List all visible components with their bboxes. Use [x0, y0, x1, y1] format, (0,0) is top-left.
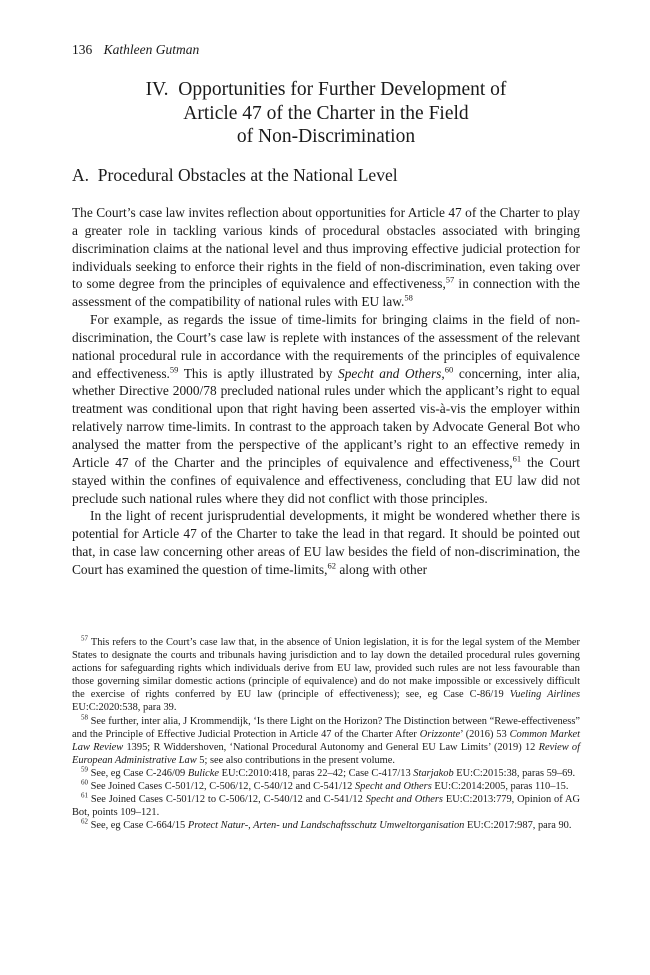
journal-name: Common Market Law Review — [72, 728, 581, 753]
chapter-title-line-3: of Non-Discrimination — [236, 126, 416, 147]
text-run: See, eg Case C-664/15 — [88, 820, 188, 832]
text-run: See, eg Case C-246/09 — [88, 767, 188, 779]
text-run: See Joined Cases C-501/12, C-506/12, C-540/12 and C-541/12 — [88, 781, 355, 793]
paragraph-1 — [72, 204, 580, 311]
chapter-heading-line — [72, 78, 580, 102]
footnote-ref-61[interactable]: 61 — [512, 453, 522, 464]
case-name: Vueling Airlines — [509, 689, 580, 701]
footnote-61 — [72, 793, 580, 819]
footnote-60 — [72, 780, 580, 793]
text-run: concerning, inter alia, whether Directive 2000/78 precluded national rules under which the applicant’s right to equal treatment was conditional upon that right having been asserted vis-à-vis the employer within relatively narrow time-limits. In contrast to the approach taken by Advocate General Bot who analysed the matter from the perspective of the applicant’s right to an effective remedy in Article 47 of the Charter and the principles of equivalence and effectiveness, — [72, 365, 580, 470]
case-name: Specht and Others — [338, 365, 442, 381]
running-head-author: Kathleen Gutman — [103, 42, 200, 57]
footnote-59 — [72, 767, 580, 780]
footnote-62 — [72, 819, 580, 832]
text-run: EU:C:2010:418, paras 22–42; Case C-417/13 — [219, 767, 414, 779]
text-run: , — [441, 365, 445, 381]
text-run: EU:C:2017:987, para 90. — [464, 820, 572, 832]
case-name: Orizzonte — [419, 728, 461, 740]
paragraph-3 — [72, 507, 580, 578]
text-run: EU:C:2013:779, Opinion of AG Bot, points 109–121. — [72, 794, 580, 819]
footnote-number: 59 — [81, 765, 88, 774]
footnote-number: 57 — [81, 634, 88, 643]
text-run: This is aptly illustrated by — [178, 365, 339, 381]
text-run: ’ (2016) 53 — [460, 728, 510, 740]
text-run: 1395; R Widdershoven, ‘National Procedural Autonomy and General EU Law Limits’ (2019) 12 — [123, 741, 539, 753]
case-name: Protect Natur-, Arten- und Landschaftsschutz Umweltorganisation — [187, 820, 465, 832]
footnote-number: 58 — [81, 713, 88, 722]
text-run: 5; see also contributions in the present volume. — [196, 754, 395, 766]
footnote-ref-60[interactable]: 60 — [444, 364, 454, 375]
chapter-title-line-2: Article 47 of the Charter in the Field — [183, 102, 469, 124]
case-name: Starjakob — [413, 767, 454, 779]
chapter-heading — [72, 78, 580, 149]
footnote-number: 61 — [81, 791, 88, 800]
text-run: See further, inter alia, J Krommendijk, ‘Is there Light on the Horizon? The Distinction between “Rewe-effectiveness” and the Principle of Effective Judicial Protection in Article 47 of the Charter After — [72, 715, 580, 740]
footnote-number: 62 — [81, 817, 88, 826]
journal-name: Review of European Administrative Law — [72, 741, 580, 766]
page-number: 136 — [72, 42, 93, 57]
text-run: along with other — [336, 561, 428, 577]
text-run: EU:C:2014:2005, paras 110–15. — [431, 781, 569, 793]
section-title: Procedural Obstacles at the National Level — [97, 165, 398, 185]
section-letter: A. — [72, 165, 90, 185]
footnote-ref-57[interactable]: 57 — [445, 274, 455, 285]
chapter-title-line-1: Opportunities for Further Development of — [178, 79, 507, 100]
footnote-ref-59[interactable]: 59 — [169, 364, 179, 375]
section-heading — [72, 165, 398, 186]
footnote-57 — [72, 636, 580, 715]
text-run: In the light of recent jurisprudential developments, it might be wondered whether there is potential for Article 47 of the Charter to take the lead in that regard. It should be pointed out that, in case law concerning other areas of EU law besides the field of non-discrimination, the Court has examined the question of time-limits, — [72, 508, 580, 577]
footnote-number: 60 — [81, 778, 88, 787]
text-run: For example, as regards the issue of time-limits for bringing claims in the field of non-discrimination, the Court’s case law is replete with instances of the assessment of the relevant national procedural rule in accordance with the requirements of the principles of equivalence and effectiveness. — [72, 312, 580, 381]
paragraph-2 — [72, 311, 580, 507]
footnote-ref-62[interactable]: 62 — [327, 560, 336, 571]
body-text — [72, 204, 580, 579]
footnote-58 — [72, 715, 580, 767]
case-name: Specht and Others — [354, 781, 432, 793]
text-run: in connection with the assessment of the compatibility of national rules with EU law. — [72, 276, 580, 310]
text-run: EU:C:2015:38, paras 59–69. — [453, 767, 576, 779]
text-run: the Court stayed within the confines of equivalence and effectiveness, concluding that EU law did not preclude such national rules where they did not conflict with those principles. — [72, 454, 580, 506]
text-run: See Joined Cases C-501/12 to C-506/12, C-540/12 and C-541/12 — [88, 794, 366, 806]
case-name: Bulicke — [187, 767, 220, 779]
text-run: The Court’s case law invites reflection about opportunities for Article 47 of the Charter to play a greater role in tackling various kinds of procedural obstacles associated with bringing discrimination claims at the national level and thus improving effective judicial protection for individuals seeking to enforce their rights in the field of non-discrimination, even taking over to some degree from the principles of equivalence and effectiveness, — [72, 205, 580, 292]
case-name: Specht and Others — [365, 794, 443, 806]
text-run: EU:C:2020:538, para 39. — [72, 702, 177, 714]
footnote-ref-58[interactable]: 58 — [404, 292, 413, 303]
chapter-numeral: IV. — [145, 79, 169, 100]
footnotes — [72, 636, 580, 832]
text-run: This refers to the Court’s case law that, in the absence of Union legislation, it is for the legal system of the Member States to designate the courts and tribunals having jurisdiction and to lay down the detailed procedural rules governing actions for safeguarding rights which individuals derive from EU law, provided such rules are not less favourable than those governing similar domestic actions (principle of equivalence) and do not make impossible or excessively difficult the exercise of rights conferred by EU law (principle of effectiveness); see, eg Case C-86/19 — [72, 637, 580, 701]
running-head — [72, 42, 199, 58]
